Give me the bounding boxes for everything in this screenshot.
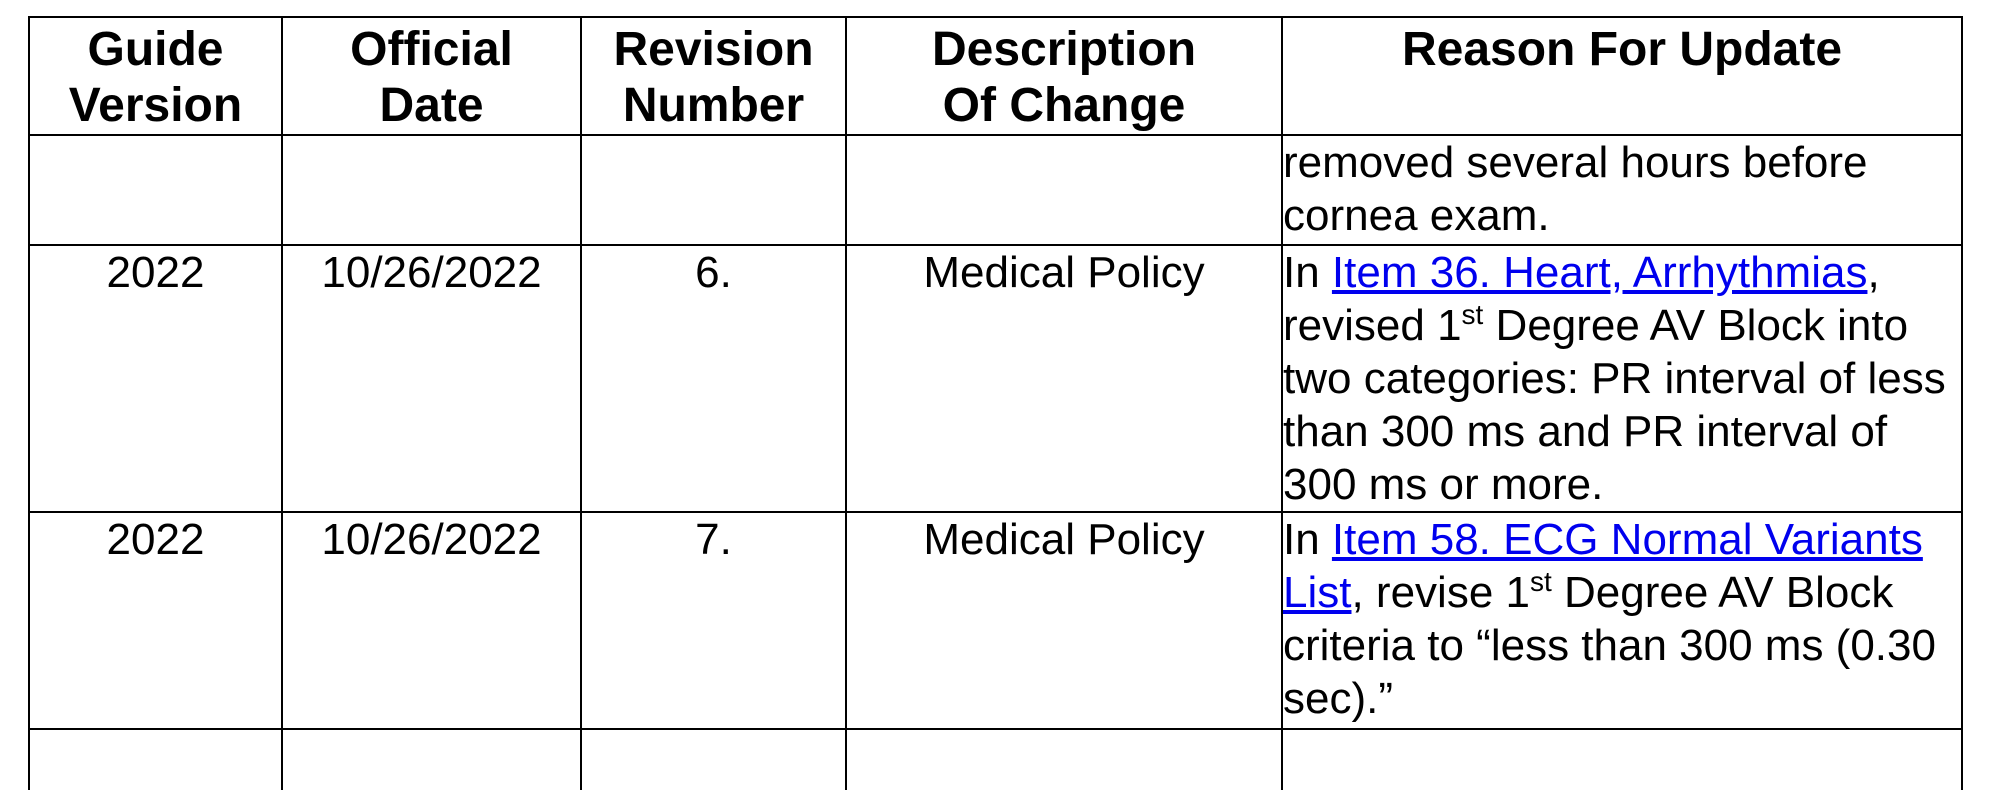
cell-revision-number: 7. (581, 512, 846, 729)
cell-revision-number (581, 729, 846, 790)
cell-description (846, 135, 1282, 245)
cell-official-date: 10/26/2022 (282, 245, 581, 512)
header-guide-version: Guide Version (29, 17, 282, 135)
cell-guide-version (29, 135, 282, 245)
header-reason-for-update: Reason For Update (1282, 17, 1962, 135)
cell-description: Medical Policy (846, 512, 1282, 729)
cell-guide-version: 2022 (29, 512, 282, 729)
reason-prefix: In (1283, 248, 1332, 297)
reason-suffix: Degree AV Block criteria to “less than 300 ms (0.30 sec).” (1283, 568, 1936, 723)
cell-official-date (282, 135, 581, 245)
header-official-date: Official Date (282, 17, 581, 135)
table-row-next-partial (29, 729, 1962, 790)
table-row-continuation (29, 135, 1962, 245)
cell-description (846, 729, 1282, 790)
table-row (29, 512, 1962, 729)
cell-reason (1282, 245, 1962, 512)
cell-official-date (282, 729, 581, 790)
cell-official-date: 10/26/2022 (282, 512, 581, 729)
revision-history-table (28, 16, 1963, 790)
reason-after-link: , revise 1 (1351, 568, 1530, 617)
reason-prefix: In (1283, 515, 1332, 564)
reason-after-link: , revised 1 (1283, 248, 1880, 350)
table-header-row (29, 17, 1962, 135)
header-description-of-change: Description Of Change (846, 17, 1282, 135)
ordinal-superscript: st (1461, 299, 1484, 330)
cell-reason: removed several hours before cornea exam. (1282, 135, 1962, 245)
item-36-link[interactable]: Item 36. Heart, Arrhythmias (1331, 248, 1868, 297)
cell-reason (1282, 512, 1962, 729)
cell-revision-number (581, 135, 846, 245)
header-revision-number: Revision Number (581, 17, 846, 135)
cell-reason (1282, 729, 1962, 790)
cell-revision-number: 6. (581, 245, 846, 512)
item-58-link[interactable]: Item 58. ECG Normal Variants List (1283, 515, 1923, 617)
table-row (29, 245, 1962, 512)
ordinal-superscript: st (1530, 566, 1552, 597)
reason-suffix: Degree AV Block into two categories: PR interval of less than 300 ms and PR interval of 300 ms or more. (1283, 301, 1946, 509)
cell-guide-version: 2022 (29, 245, 282, 512)
cell-guide-version (29, 729, 282, 790)
cell-description: Medical Policy (846, 245, 1282, 512)
